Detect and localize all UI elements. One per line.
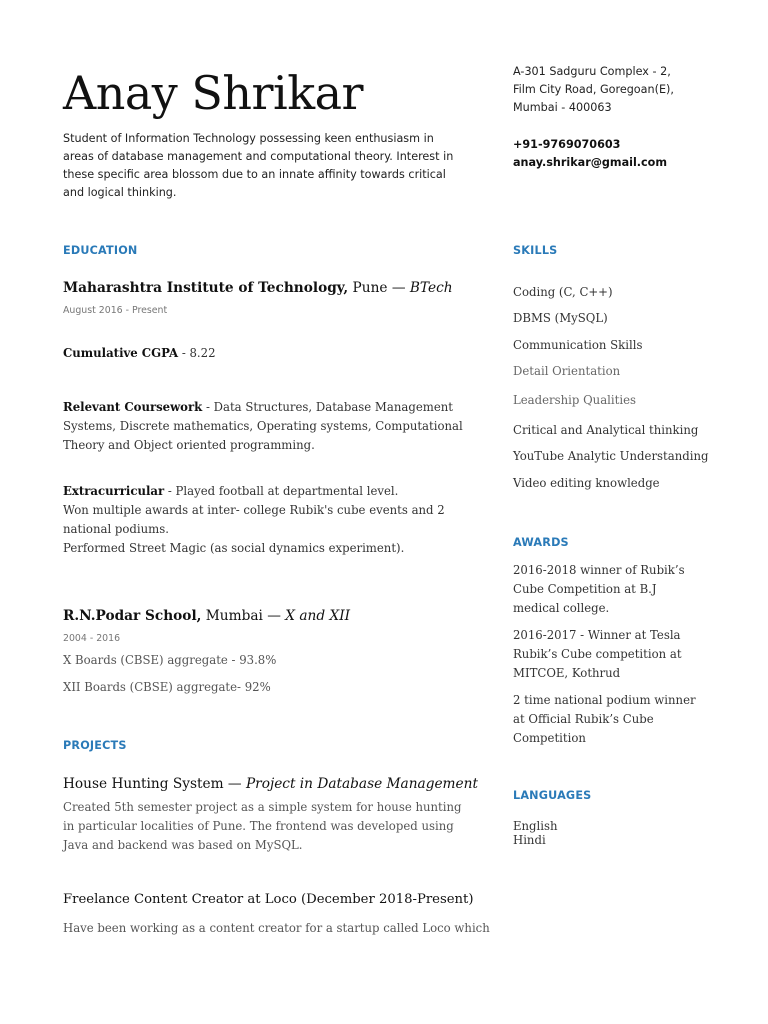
- address-block: [513, 63, 713, 117]
- address-line: Mumbai - 400063: [513, 101, 612, 114]
- skills-heading: SKILLS: [513, 244, 558, 257]
- extracurricular-text: - Played football at departmental level.: [164, 484, 399, 498]
- education-dates: August 2016 - Present: [63, 305, 168, 316]
- skill-item: Detail Orientation: [513, 364, 621, 378]
- language-item: English: [513, 819, 558, 833]
- institution-name: Maharashtra Institute of Technology,: [63, 280, 349, 296]
- project-separator: —: [223, 776, 246, 792]
- degree: BTech: [409, 280, 453, 296]
- award-item: 2 time national podium winner at Official Rubik’s Cube Competition: [513, 693, 696, 745]
- education-heading: EDUCATION: [63, 244, 138, 257]
- project-title: [63, 775, 478, 793]
- education-entry-mit-title: [63, 279, 453, 297]
- education-entry-podar-title: [63, 607, 350, 625]
- projects-heading: PROJECTS: [63, 739, 127, 752]
- institution-location: Pune —: [348, 280, 410, 296]
- project-description: Created 5th semester project as a simple system for house hunting in particular localities of Pune. The frontend was developed using Java and backend was based on MySQL.: [63, 800, 462, 852]
- skill-item: Video editing knowledge: [513, 476, 660, 490]
- coursework-paragraph: [63, 398, 475, 455]
- coursework-label: Relevant Coursework: [63, 400, 203, 414]
- language-item: Hindi: [513, 833, 546, 847]
- institution-location: Mumbai —: [201, 608, 286, 624]
- extracurricular-paragraph: [63, 482, 478, 558]
- profile-summary: Student of Information Technology possessing keen enthusiasm in areas of database management and computational theory. Interest in these specific area blossom due to an innate affinity towards critical and logical thinking.: [63, 132, 454, 199]
- award-item: 2016-2017 - Winner at Tesla Rubik’s Cube competition at MITCOE, Kothrud: [513, 628, 682, 680]
- skill-item: Coding (C, C++): [513, 285, 613, 299]
- languages-heading: LANGUAGES: [513, 789, 592, 802]
- project-title: Freelance Content Creator at Loco (December 2018-Present): [63, 892, 474, 907]
- cgpa-label: Cumulative CGPA: [63, 346, 179, 360]
- skill-item: YouTube Analytic Understanding: [513, 449, 709, 463]
- project-description: Have been working as a content creator for a startup called Loco which: [63, 921, 490, 935]
- board-result: X Boards (CBSE) aggregate - 93.8%: [63, 653, 277, 667]
- skill-item: Leadership Qualities: [513, 393, 636, 407]
- coursework-text: - Data Structures, Database Management Systems, Discrete mathematics, Operating systems, Computational Theory and Object oriented programming.: [63, 400, 463, 452]
- degree: X and XII: [285, 608, 351, 624]
- candidate-name: Anay Shrikar: [63, 66, 364, 120]
- project-subtitle: Project in Database Management: [245, 776, 478, 792]
- extracurricular-line: Won multiple awards at inter- college Rubik's cube events and 2 national podiums.: [63, 503, 445, 536]
- extracurricular-line: Performed Street Magic (as social dynamics experiment).: [63, 541, 405, 555]
- awards-heading: AWARDS: [513, 536, 569, 549]
- skill-item: DBMS (MySQL): [513, 311, 608, 325]
- extracurricular-line: [63, 482, 478, 501]
- extracurricular-label: Extracurricular: [63, 484, 165, 498]
- phone-number: +91-9769070603: [513, 138, 621, 151]
- institution-name: R.N.Podar School,: [63, 608, 202, 624]
- skill-item: Communication Skills: [513, 338, 643, 352]
- board-result: XII Boards (CBSE) aggregate- 92%: [63, 680, 271, 694]
- address-line: Film City Road, Goregoan(E),: [513, 83, 674, 96]
- email-address: anay.shrikar@gmail.com: [513, 156, 668, 169]
- award-item: 2016-2018 winner of Rubik’s Cube Competition at B.J medical college.: [513, 563, 685, 615]
- address-line: A-301 Sadguru Complex - 2,: [513, 65, 671, 78]
- project-name: House Hunting System: [63, 776, 224, 792]
- education-dates: 2004 - 2016: [63, 633, 121, 644]
- cgpa-value: - 8.22: [178, 346, 216, 360]
- skill-item: Critical and Analytical thinking: [513, 423, 699, 437]
- cgpa-line: [63, 344, 216, 363]
